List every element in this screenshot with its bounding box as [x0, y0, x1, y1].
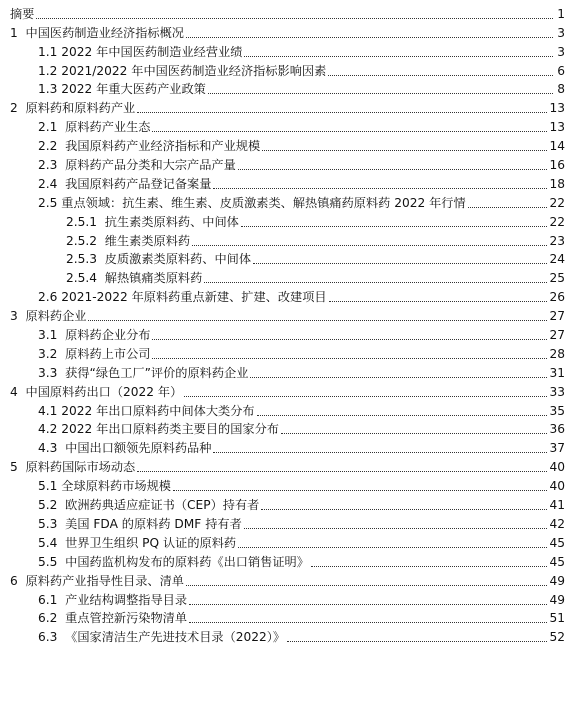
- toc-entry-page-number: 13: [549, 101, 565, 116]
- dot-leader: [328, 75, 553, 76]
- toc-entry-number: 2.5.4: [66, 271, 105, 286]
- toc-entry[interactable]: [0, 400, 569, 419]
- toc-entry-number: 3: [10, 309, 26, 324]
- toc-entry-title: 原料药和原料药产业: [25, 101, 136, 116]
- toc-entry[interactable]: [0, 60, 569, 79]
- toc-entry-page-number: 1: [557, 6, 565, 21]
- toc-entry[interactable]: [0, 97, 569, 116]
- toc-entry-page-number: 35: [549, 403, 565, 418]
- toc-entry-title: 2022 年出口原料药中间体大类分布: [61, 403, 255, 418]
- dot-leader: [186, 37, 553, 38]
- toc-entry[interactable]: [0, 513, 569, 532]
- toc-entry-number: 5: [10, 460, 26, 475]
- toc-entry-title: 原料药上市公司: [65, 346, 151, 361]
- toc-entry-page-number: 36: [549, 422, 565, 437]
- dot-leader: [173, 490, 548, 491]
- dot-leader: [238, 547, 547, 548]
- toc-entry[interactable]: [0, 570, 569, 589]
- toc-entry[interactable]: [0, 267, 569, 286]
- toc-entry-title: 中国药监机构发布的原料药《出口销售证明》: [65, 554, 309, 569]
- toc-entry-title: 全球原料药市场规模: [61, 479, 171, 494]
- toc-entry-number: 3.3: [38, 365, 66, 380]
- toc-entry-page-number: 22: [549, 195, 565, 210]
- toc-entry-number: 3.1: [38, 328, 66, 343]
- toc-entry-number: 2.5.1: [66, 214, 105, 229]
- dot-leader: [287, 641, 547, 642]
- toc-entry-number: 2.6: [38, 290, 62, 305]
- dot-leader: [137, 112, 547, 113]
- dot-leader: [329, 301, 548, 302]
- toc-entry[interactable]: [0, 324, 569, 343]
- toc-entry[interactable]: [0, 116, 569, 135]
- toc-entry-title: 解热镇痛类原料药: [104, 271, 203, 286]
- toc-entry-title: 获得“绿色工厂”评价的原料药企业: [65, 365, 249, 380]
- toc-entry[interactable]: [0, 494, 569, 513]
- toc-entry-number: 3.2: [38, 346, 66, 361]
- toc-entry[interactable]: [0, 589, 569, 608]
- toc-entry-page-number: 28: [549, 346, 565, 361]
- toc-entry[interactable]: [0, 211, 569, 230]
- dot-leader: [137, 471, 547, 472]
- toc-entry-number: 4.2: [38, 422, 62, 437]
- toc-entry-title: 抗生素类原料药、中间体: [104, 214, 239, 229]
- toc-entry-number: 5.3: [38, 516, 66, 531]
- toc-entry-page-number: 8: [557, 82, 565, 97]
- dot-leader: [186, 585, 548, 586]
- toc-entry-number: 6: [10, 573, 26, 588]
- toc-entry[interactable]: [0, 249, 569, 268]
- toc-entry-page-number: 24: [549, 252, 565, 267]
- toc-entry-title: 《国家清洁生产先进技术目录（2022）》: [65, 630, 286, 645]
- toc-entry-page-number: 26: [549, 290, 565, 305]
- dot-leader: [208, 93, 553, 94]
- toc-entry[interactable]: [0, 532, 569, 551]
- toc-entry-number: 1.2: [38, 63, 62, 78]
- toc-entry[interactable]: [0, 362, 569, 381]
- dot-leader: [244, 56, 553, 57]
- toc-entry[interactable]: [0, 608, 569, 627]
- toc-entry-title: 我国原料药产品登记备案量: [65, 176, 212, 191]
- dot-leader: [152, 339, 547, 340]
- toc-entry-number: 4.1: [38, 403, 62, 418]
- dot-leader: [311, 566, 548, 567]
- dot-leader: [468, 207, 548, 208]
- toc-entry-number: 1.1: [38, 44, 62, 59]
- toc-entry-number: 4: [10, 384, 26, 399]
- toc-entry-page-number: 14: [549, 139, 565, 154]
- toc-entry-page-number: 25: [549, 271, 565, 286]
- toc-entry[interactable]: [0, 305, 569, 324]
- dot-leader: [88, 320, 547, 321]
- toc-entry-page-number: 42: [549, 516, 565, 531]
- toc-entry-number: 1: [10, 25, 26, 40]
- toc-entry-page-number: 18: [549, 176, 565, 191]
- toc-entry-page-number: 41: [549, 498, 565, 513]
- dot-leader: [261, 509, 547, 510]
- toc-entry-page-number: 3: [557, 44, 565, 59]
- dot-leader: [189, 604, 547, 605]
- toc-entry-page-number: 3: [557, 25, 565, 40]
- toc-entry-number: 2.3: [38, 158, 66, 173]
- dot-leader: [192, 245, 547, 246]
- toc-entry[interactable]: [0, 475, 569, 494]
- toc-entry[interactable]: [0, 230, 569, 249]
- toc-entry-number: 5.1: [38, 479, 62, 494]
- toc-entry-title: 维生素类原料药: [104, 233, 191, 248]
- toc-entry[interactable]: [0, 41, 569, 60]
- toc-entry-title: 2022 年出口原料药类主要目的国家分布: [61, 422, 279, 437]
- toc-entry-title: 中国医药制造业经济指标概况: [25, 25, 184, 40]
- toc-entry[interactable]: [0, 343, 569, 362]
- toc-entry-page-number: 27: [549, 309, 565, 324]
- toc-entry-page-number: 49: [549, 592, 565, 607]
- toc-entry-page-number: 16: [549, 158, 565, 173]
- toc-entry-number: 6.3: [38, 630, 66, 645]
- toc-entry[interactable]: [0, 381, 569, 400]
- dot-leader: [204, 282, 547, 283]
- dot-leader: [244, 528, 548, 529]
- toc-entry-page-number: 27: [549, 328, 565, 343]
- toc-entry-number: 2.5.2: [66, 233, 105, 248]
- toc-entry-page-number: 37: [549, 441, 565, 456]
- toc-entry-number: 4.3: [38, 441, 66, 456]
- toc-entry[interactable]: [0, 551, 569, 570]
- dot-leader: [189, 622, 547, 623]
- toc-entry-title: 2021/2022 年中国医药制造业经济指标影响因素: [61, 63, 327, 78]
- dot-leader: [213, 188, 547, 189]
- toc-entry-page-number: 31: [549, 365, 565, 380]
- dot-leader: [152, 131, 547, 132]
- toc-entry-page-number: 51: [549, 611, 565, 626]
- toc-entry-title: 产业结构调整指导目录: [65, 592, 188, 607]
- toc-entry-title: 原料药国际市场动态: [25, 460, 136, 475]
- toc-entry-title: 原料药产品分类和大宗产品产量: [65, 158, 236, 173]
- toc-entry[interactable]: [0, 173, 569, 192]
- dot-leader: [250, 377, 547, 378]
- toc-entry-title: 皮质激素类原料药、中间体: [104, 252, 252, 267]
- toc-entry-title: 原料药企业: [25, 309, 87, 324]
- toc-entry-number: 5.4: [38, 535, 66, 550]
- toc-entry-number: 2.5: [38, 195, 62, 210]
- toc-entry-title: 我国原料药产业经济指标和产业规模: [65, 139, 261, 154]
- toc-entry[interactable]: [0, 192, 569, 211]
- toc-entry-page-number: 23: [549, 233, 565, 248]
- table-of-contents: [0, 3, 569, 645]
- toc-entry-number: 5.5: [38, 554, 66, 569]
- toc-entry[interactable]: [0, 22, 569, 41]
- toc-entry-page-number: 13: [549, 120, 565, 135]
- toc-entry-number: 2.4: [38, 176, 66, 191]
- toc-entry-page-number: 40: [549, 460, 565, 475]
- toc-entry-title: 2022 年重大医药产业政策: [61, 82, 206, 97]
- dot-leader: [213, 452, 547, 453]
- toc-entry-page-number: 40: [549, 479, 565, 494]
- toc-entry[interactable]: [0, 154, 569, 173]
- toc-entry-title: 摘要: [10, 6, 35, 21]
- toc-entry-number: 5.2: [38, 498, 66, 513]
- toc-entry[interactable]: [0, 3, 569, 22]
- toc-entry-title: 原料药产业指导性目录、清单: [25, 573, 184, 588]
- toc-entry-page-number: 52: [549, 630, 565, 645]
- toc-entry[interactable]: [0, 79, 569, 98]
- toc-entry-number: 2.1: [38, 120, 66, 135]
- toc-entry-title: 原料药产业生态: [65, 120, 151, 135]
- toc-entry[interactable]: [0, 419, 569, 438]
- toc-entry-number: 2.5.3: [66, 252, 105, 267]
- toc-entry-number: 2: [10, 101, 26, 116]
- dot-leader: [262, 150, 547, 151]
- dot-leader: [253, 263, 547, 264]
- toc-entry-title: 中国原料药出口（2022 年）: [25, 384, 183, 399]
- dot-leader: [241, 226, 548, 227]
- dot-leader: [36, 18, 553, 19]
- toc-entry-number: 6.1: [38, 592, 66, 607]
- toc-entry-title: 重点领域：抗生素、维生素、皮质激素类、解热镇痛药原料药 2022 年行情: [61, 195, 466, 210]
- toc-entry-number: 2.2: [38, 139, 66, 154]
- dot-leader: [257, 415, 548, 416]
- toc-entry-page-number: 49: [549, 573, 565, 588]
- toc-entry-page-number: 33: [549, 384, 565, 399]
- toc-entry-number: 1.3: [38, 82, 62, 97]
- toc-entry-title: 中国出口额领先原料药品种: [65, 441, 212, 456]
- toc-entry-number: 6.2: [38, 611, 66, 626]
- toc-entry[interactable]: [0, 456, 569, 475]
- toc-entry-title: 美国 FDA 的原料药 DMF 持有者: [65, 516, 242, 531]
- toc-entry-page-number: 22: [549, 214, 565, 229]
- dot-leader: [238, 169, 548, 170]
- toc-entry[interactable]: [0, 626, 569, 645]
- toc-entry[interactable]: [0, 135, 569, 154]
- toc-entry[interactable]: [0, 437, 569, 456]
- toc-entry-page-number: 6: [557, 63, 565, 78]
- toc-entry-page-number: 45: [549, 554, 565, 569]
- toc-entry-title: 欧洲药典适应症证书（CEP）持有者: [65, 498, 260, 513]
- toc-entry-title: 重点管控新污染物清单: [65, 611, 188, 626]
- toc-entry-title: 2021-2022 年原料药重点新建、扩建、改建项目: [61, 290, 327, 305]
- dot-leader: [184, 396, 547, 397]
- toc-entry[interactable]: [0, 286, 569, 305]
- dot-leader: [152, 358, 547, 359]
- toc-entry-title: 2022 年中国医药制造业经营业绩: [61, 44, 243, 59]
- toc-entry-title: 原料药企业分布: [65, 328, 151, 343]
- dot-leader: [281, 433, 548, 434]
- toc-entry-title: 世界卫生组织 PQ 认证的原料药: [65, 535, 237, 550]
- toc-entry-page-number: 45: [549, 535, 565, 550]
